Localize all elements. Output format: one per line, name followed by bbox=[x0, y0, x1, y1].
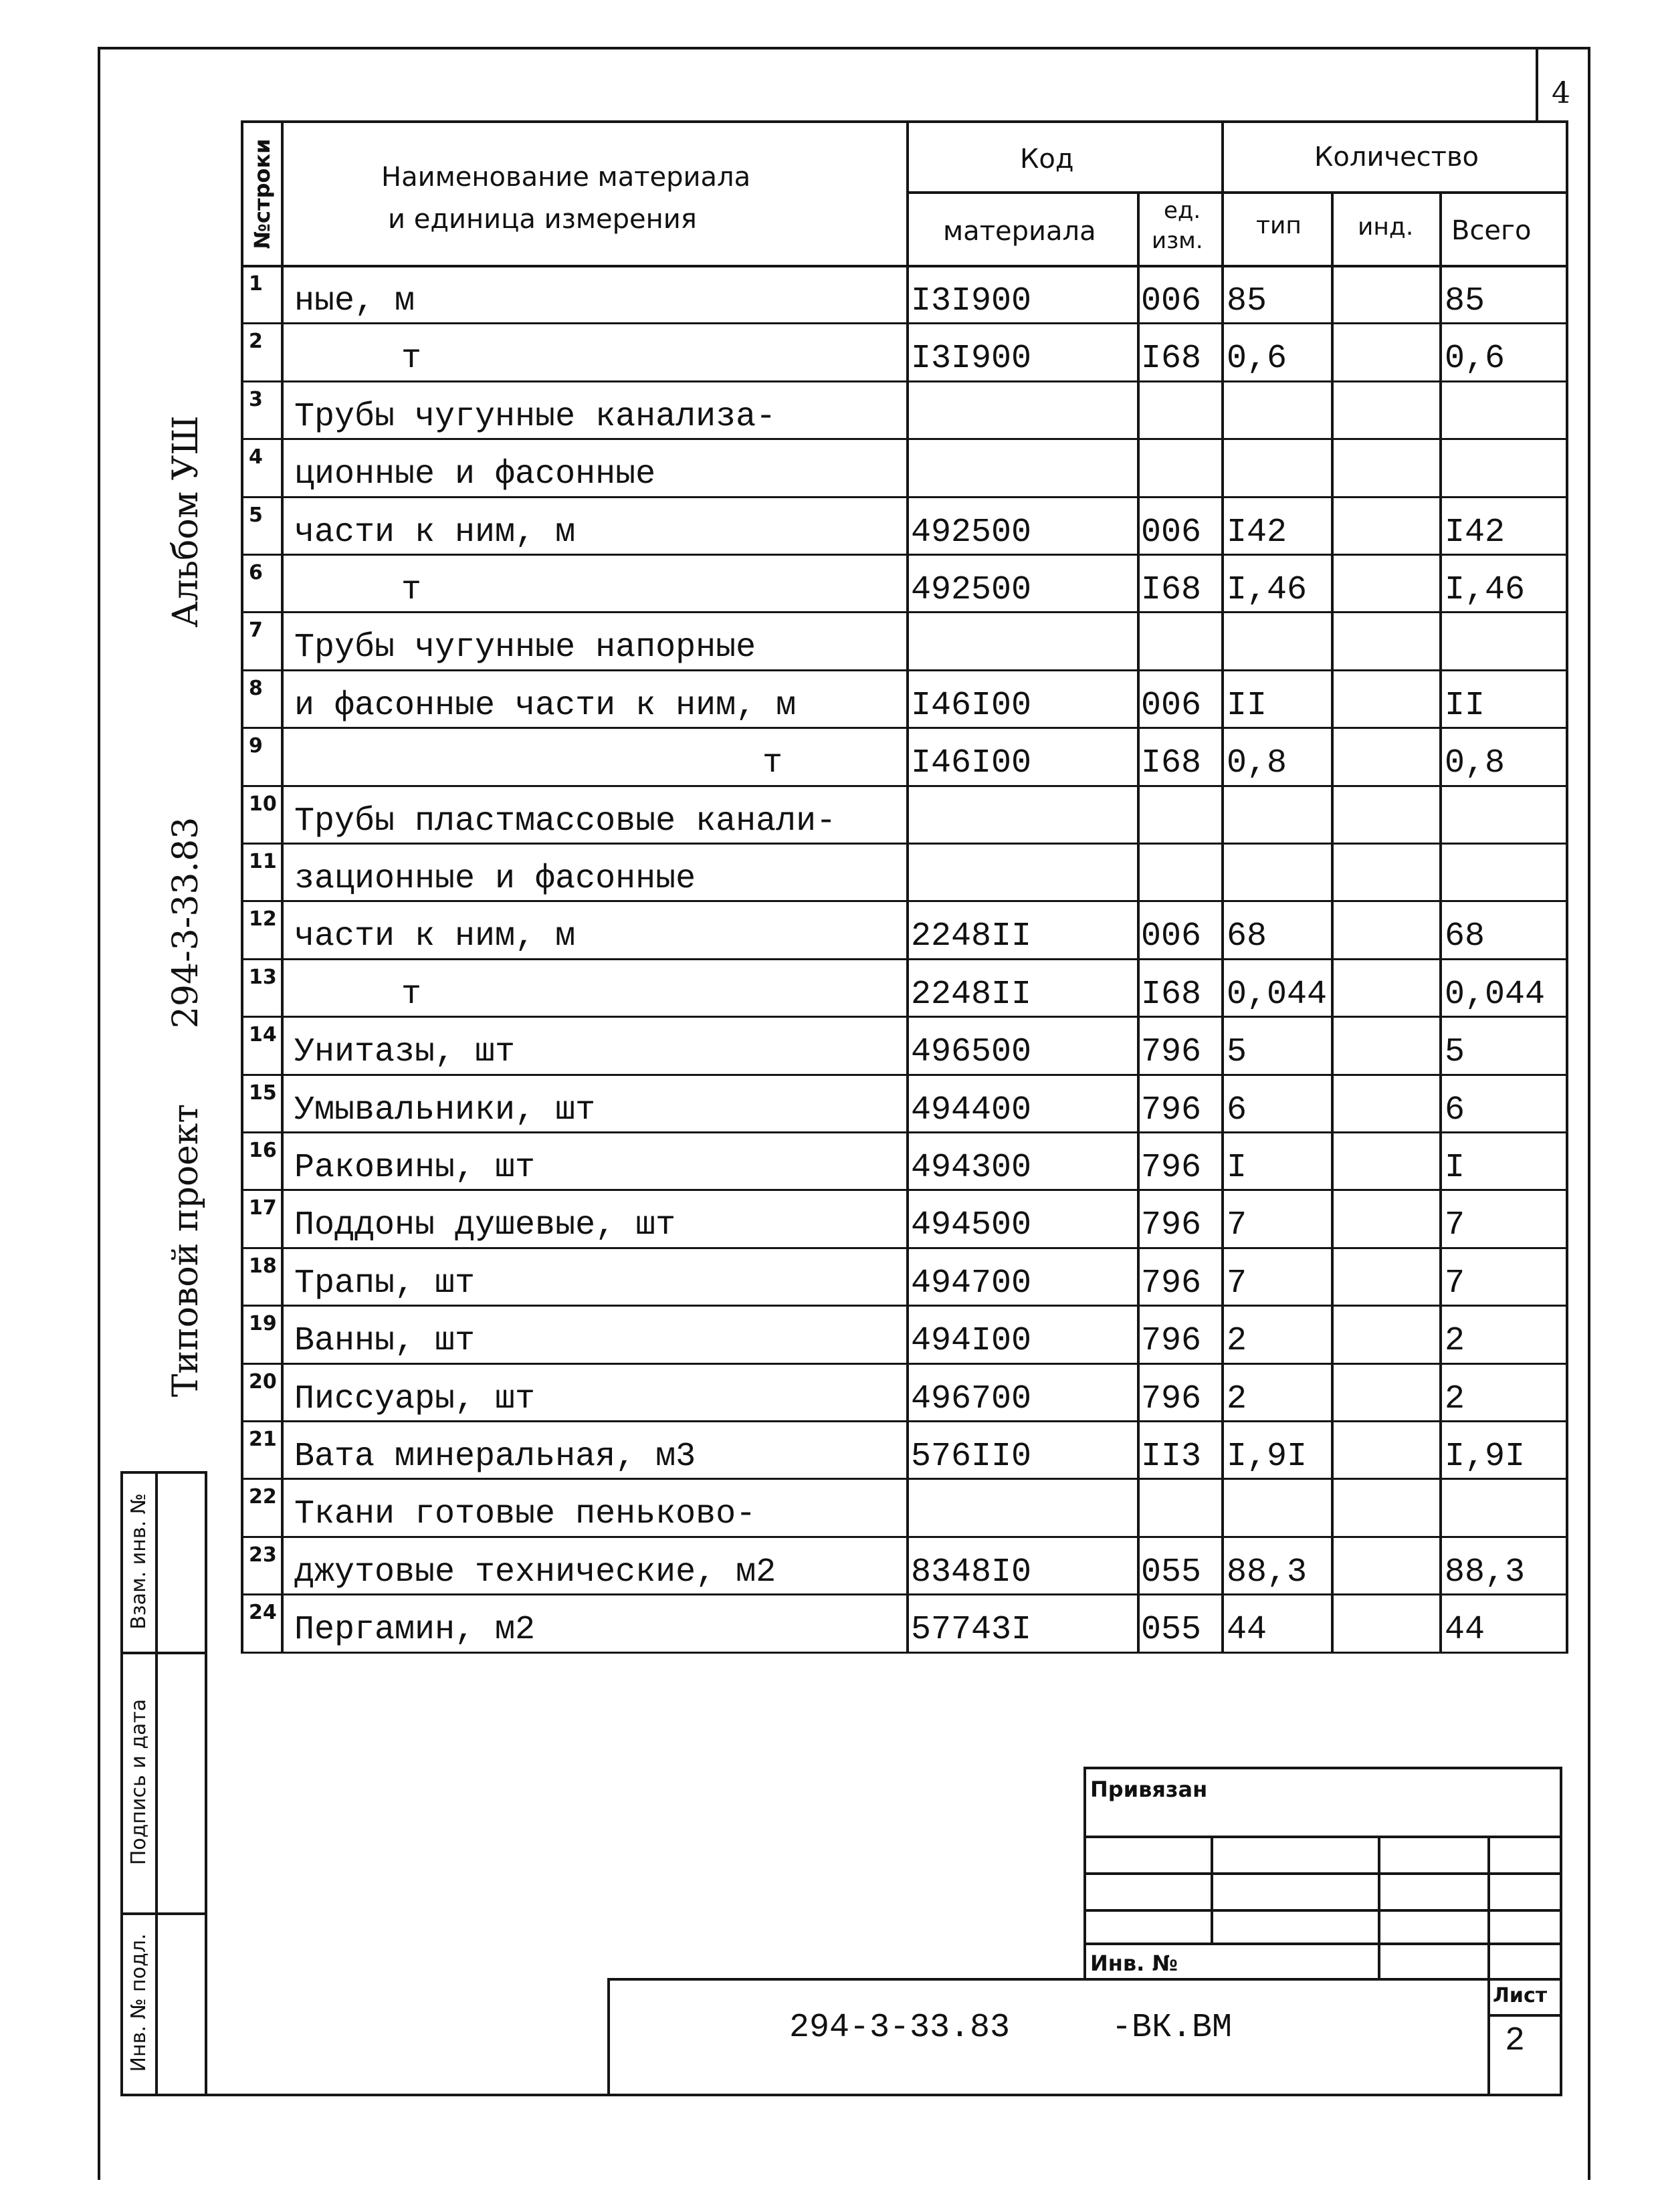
material-code: 492500 bbox=[911, 571, 1032, 609]
header-code: Код bbox=[1020, 144, 1074, 175]
side-album: Альбом УШ bbox=[166, 415, 206, 628]
row-separator bbox=[241, 1305, 1568, 1307]
block-h-1 bbox=[1083, 1836, 1562, 1838]
material-code: 494500 bbox=[911, 1206, 1032, 1245]
unit-code: 006 bbox=[1141, 686, 1202, 725]
header-mid-line bbox=[906, 191, 1568, 194]
unit-code: 006 bbox=[1141, 513, 1202, 552]
qty-total: 2 bbox=[1445, 1322, 1465, 1361]
stamp-inv-no: Инв. № bbox=[1090, 1951, 1178, 1976]
col-line-ind bbox=[1331, 191, 1334, 1652]
unit-code: 055 bbox=[1141, 1611, 1202, 1650]
material-name: Трубы пластмассовые канали- bbox=[294, 802, 837, 841]
qty-type: I,46 bbox=[1227, 571, 1308, 609]
material-code: I3I900 bbox=[911, 282, 1032, 320]
unit-code: 796 bbox=[1141, 1091, 1202, 1129]
row-number: 15 bbox=[249, 1081, 277, 1105]
unit-code: 006 bbox=[1141, 917, 1202, 956]
row-number: 1 bbox=[249, 272, 263, 296]
header-total: Всего bbox=[1451, 215, 1532, 246]
row-separator bbox=[241, 785, 1568, 787]
row-separator bbox=[241, 958, 1568, 960]
material-code: I46I00 bbox=[911, 744, 1032, 783]
material-code: 8348I0 bbox=[911, 1553, 1032, 1591]
qty-type: I,9I bbox=[1227, 1438, 1308, 1476]
material-name: Писсуары, шт bbox=[294, 1379, 536, 1418]
material-code: 2248II bbox=[911, 917, 1032, 956]
side-project-type: Типовой проект bbox=[166, 1103, 206, 1398]
row-number: 6 bbox=[249, 561, 263, 584]
header-unit-line1: ед. bbox=[1164, 197, 1201, 224]
block-right bbox=[1560, 1767, 1562, 2096]
material-name: Ванны, шт bbox=[294, 1322, 476, 1361]
material-name: Раковины, шт bbox=[294, 1149, 536, 1187]
row-number: 3 bbox=[249, 387, 263, 411]
material-code: 576II0 bbox=[911, 1438, 1032, 1476]
qty-type: 2 bbox=[1227, 1379, 1247, 1418]
qty-type: I42 bbox=[1227, 513, 1287, 552]
qty-type: 68 bbox=[1227, 917, 1267, 956]
qty-type: 0,044 bbox=[1227, 975, 1328, 1014]
material-name: Трапы, шт bbox=[294, 1264, 476, 1303]
material-name: части к ним, м bbox=[294, 513, 576, 552]
row-separator bbox=[241, 900, 1568, 902]
block-h-4 bbox=[1083, 1943, 1562, 1945]
row-separator bbox=[241, 843, 1568, 845]
header-bottom-line bbox=[241, 265, 1568, 267]
side-project-code: 294-3-33.83 bbox=[166, 816, 206, 1029]
row-number: 20 bbox=[249, 1369, 277, 1394]
qty-total: 85 bbox=[1445, 282, 1485, 320]
row-separator bbox=[241, 1189, 1568, 1191]
doc-suffix: -ВК.ВМ bbox=[1112, 2009, 1233, 2047]
unit-code: II3 bbox=[1141, 1438, 1202, 1476]
row-number: 21 bbox=[249, 1428, 277, 1451]
col-line-unit bbox=[1137, 191, 1140, 1652]
frame-left bbox=[98, 47, 100, 2180]
row-separator bbox=[241, 1247, 1568, 1249]
unit-code: 796 bbox=[1141, 1206, 1202, 1245]
title-top bbox=[607, 1978, 1562, 1981]
row-number: 5 bbox=[249, 503, 263, 527]
material-code: 496700 bbox=[911, 1379, 1032, 1418]
unit-code: 796 bbox=[1141, 1379, 1202, 1418]
unit-code: 796 bbox=[1141, 1264, 1202, 1303]
qty-total: 0,8 bbox=[1445, 744, 1506, 783]
material-name: т bbox=[401, 975, 422, 1014]
frame-top bbox=[98, 47, 1590, 49]
row-number: 7 bbox=[249, 619, 263, 643]
material-code: 2248II bbox=[911, 975, 1032, 1014]
unit-code: 796 bbox=[1141, 1322, 1202, 1361]
row-separator bbox=[241, 1652, 1568, 1654]
qty-type: 0,8 bbox=[1227, 744, 1287, 783]
block-h-3 bbox=[1083, 1909, 1562, 1912]
qty-type: 85 bbox=[1227, 282, 1267, 320]
row-separator bbox=[241, 1478, 1568, 1480]
qty-total: I,9I bbox=[1445, 1438, 1526, 1476]
material-name: т bbox=[401, 571, 422, 609]
unit-code: I68 bbox=[1141, 571, 1202, 609]
qty-total: I42 bbox=[1445, 513, 1506, 552]
qty-type: 6 bbox=[1227, 1091, 1247, 1129]
material-name: джутовые технические, м2 bbox=[294, 1553, 776, 1591]
unit-code: 055 bbox=[1141, 1553, 1202, 1591]
row-separator bbox=[241, 438, 1568, 440]
qty-type: 44 bbox=[1227, 1611, 1267, 1650]
strip-divider bbox=[155, 1471, 158, 2096]
doc-code: 294-3-33.83 bbox=[789, 2009, 1011, 2047]
qty-total: 5 bbox=[1445, 1033, 1465, 1072]
material-code: 494I00 bbox=[911, 1322, 1032, 1361]
material-name: Ткани готовые пеньково- bbox=[294, 1495, 756, 1534]
row-separator bbox=[241, 1016, 1568, 1018]
material-name: ные, м bbox=[294, 282, 415, 320]
row-number: 18 bbox=[249, 1254, 277, 1278]
material-code: 494300 bbox=[911, 1149, 1032, 1187]
material-code: 57743I bbox=[911, 1611, 1032, 1650]
stamp-vzam-inv: Взам. инв. № bbox=[127, 1493, 150, 1630]
qty-total: 2 bbox=[1445, 1379, 1465, 1418]
qty-type: 88,3 bbox=[1227, 1553, 1308, 1591]
row-number: 12 bbox=[249, 907, 277, 931]
row-number: 17 bbox=[249, 1196, 277, 1220]
material-code: I46I00 bbox=[911, 686, 1032, 725]
row-separator bbox=[241, 1363, 1568, 1365]
material-name: Вата минеральная, м3 bbox=[294, 1438, 696, 1476]
strip-sep-2 bbox=[120, 1912, 207, 1915]
header-name-line1: Наименование материала bbox=[381, 162, 751, 193]
material-name: ционные и фасонные bbox=[294, 455, 656, 494]
row-number: 22 bbox=[249, 1485, 277, 1509]
qty-total: I,46 bbox=[1445, 571, 1526, 609]
header-unit-line2: изм. bbox=[1152, 227, 1203, 254]
block-top bbox=[1083, 1767, 1562, 1769]
row-number: 24 bbox=[249, 1601, 277, 1625]
material-name: т bbox=[762, 744, 783, 783]
sheet-number-box-left bbox=[1536, 47, 1538, 122]
unit-code: 796 bbox=[1141, 1033, 1202, 1072]
qty-type: I bbox=[1227, 1149, 1247, 1187]
strip-top bbox=[120, 1471, 207, 1474]
qty-total: II bbox=[1445, 686, 1485, 725]
row-number: 4 bbox=[249, 445, 263, 469]
frame-right bbox=[1588, 47, 1590, 2180]
header-type: тип bbox=[1256, 212, 1302, 239]
row-number: 10 bbox=[249, 792, 277, 816]
unit-code: 006 bbox=[1141, 282, 1202, 320]
header-line-no: №строки bbox=[249, 138, 275, 249]
material-code: 494400 bbox=[911, 1091, 1032, 1129]
qty-type: 2 bbox=[1227, 1322, 1247, 1361]
title-left bbox=[607, 1978, 610, 2096]
list-label: Лист bbox=[1493, 1984, 1548, 2007]
header-name-line2: и единица измерения bbox=[388, 204, 697, 235]
qty-total: I bbox=[1445, 1149, 1465, 1187]
row-separator bbox=[241, 1536, 1568, 1538]
row-number: 19 bbox=[249, 1312, 277, 1336]
stamp-inv-podl: Инв. № подл. bbox=[127, 1933, 150, 2072]
row-separator bbox=[241, 1420, 1568, 1422]
material-name: Трубы чугунные канализа- bbox=[294, 397, 776, 436]
unit-code: I68 bbox=[1141, 340, 1202, 378]
row-number: 16 bbox=[249, 1139, 277, 1162]
material-name: Умывальники, шт bbox=[294, 1091, 596, 1129]
list-value: 2 bbox=[1505, 2022, 1526, 2060]
strip-bottom bbox=[120, 2094, 1562, 2096]
material-code: 496500 bbox=[911, 1033, 1032, 1072]
strip-right bbox=[205, 1471, 207, 2096]
sheet-number: 4 bbox=[1552, 76, 1570, 110]
header-ind: инд. bbox=[1358, 213, 1414, 241]
row-separator bbox=[241, 554, 1568, 556]
qty-total: 6 bbox=[1445, 1091, 1465, 1129]
qty-total: 7 bbox=[1445, 1264, 1465, 1303]
qty-type: II bbox=[1227, 686, 1267, 725]
material-name: части к ним, м bbox=[294, 917, 576, 956]
row-separator bbox=[241, 611, 1568, 613]
stamp-privyazan: Привязан bbox=[1090, 1777, 1208, 1802]
strip-left bbox=[120, 1471, 123, 2096]
unit-code: 796 bbox=[1141, 1149, 1202, 1187]
material-name: Поддоны душевые, шт bbox=[294, 1206, 676, 1245]
material-name: Унитазы, шт bbox=[294, 1033, 516, 1072]
row-number: 13 bbox=[249, 965, 277, 989]
row-separator bbox=[241, 669, 1568, 671]
qty-total: 0,6 bbox=[1445, 340, 1506, 378]
row-number: 11 bbox=[249, 850, 277, 873]
material-code: I3I900 bbox=[911, 340, 1032, 378]
qty-total: 88,3 bbox=[1445, 1553, 1526, 1591]
stamp-signature-date: Подпись и дата bbox=[127, 1698, 150, 1866]
header-top-line bbox=[241, 120, 1568, 123]
row-separator bbox=[241, 496, 1568, 498]
qty-total: 68 bbox=[1445, 917, 1485, 956]
col-line-total bbox=[1439, 191, 1442, 1652]
row-number: 8 bbox=[249, 676, 263, 700]
row-separator bbox=[241, 727, 1568, 729]
qty-total: 44 bbox=[1445, 1611, 1485, 1650]
qty-type: 0,6 bbox=[1227, 340, 1287, 378]
row-number: 14 bbox=[249, 1023, 277, 1047]
material-name: Пергамин, м2 bbox=[294, 1611, 536, 1650]
row-number: 9 bbox=[249, 734, 263, 758]
list-label-line bbox=[1487, 2014, 1562, 2017]
unit-code: I68 bbox=[1141, 975, 1202, 1014]
qty-type: 7 bbox=[1227, 1206, 1247, 1245]
qty-total: 7 bbox=[1445, 1206, 1465, 1245]
block-h-2 bbox=[1083, 1872, 1562, 1875]
header-material: материала bbox=[943, 216, 1096, 247]
qty-type: 5 bbox=[1227, 1033, 1247, 1072]
row-separator bbox=[241, 1074, 1568, 1076]
block-v-2 bbox=[1378, 1836, 1380, 1981]
strip-sep-1 bbox=[120, 1652, 207, 1654]
header-quantity: Количество bbox=[1314, 142, 1479, 173]
row-separator bbox=[241, 1131, 1568, 1133]
row-separator bbox=[241, 322, 1568, 324]
material-name: т bbox=[401, 340, 422, 378]
material-code: 492500 bbox=[911, 513, 1032, 552]
row-separator bbox=[241, 380, 1568, 382]
row-number: 23 bbox=[249, 1543, 277, 1567]
material-name: зационные и фасонные bbox=[294, 860, 696, 898]
qty-total: 0,044 bbox=[1445, 975, 1546, 1014]
material-code: 494700 bbox=[911, 1264, 1032, 1303]
qty-type: 7 bbox=[1227, 1264, 1247, 1303]
row-number: 2 bbox=[249, 330, 263, 354]
material-name: Трубы чугунные напорные bbox=[294, 629, 756, 667]
block-v-1 bbox=[1211, 1836, 1213, 1943]
block-v-3 bbox=[1487, 1836, 1490, 2096]
unit-code: I68 bbox=[1141, 744, 1202, 783]
material-name: и фасонные части к ним, м bbox=[294, 686, 797, 725]
row-separator bbox=[241, 1593, 1568, 1595]
